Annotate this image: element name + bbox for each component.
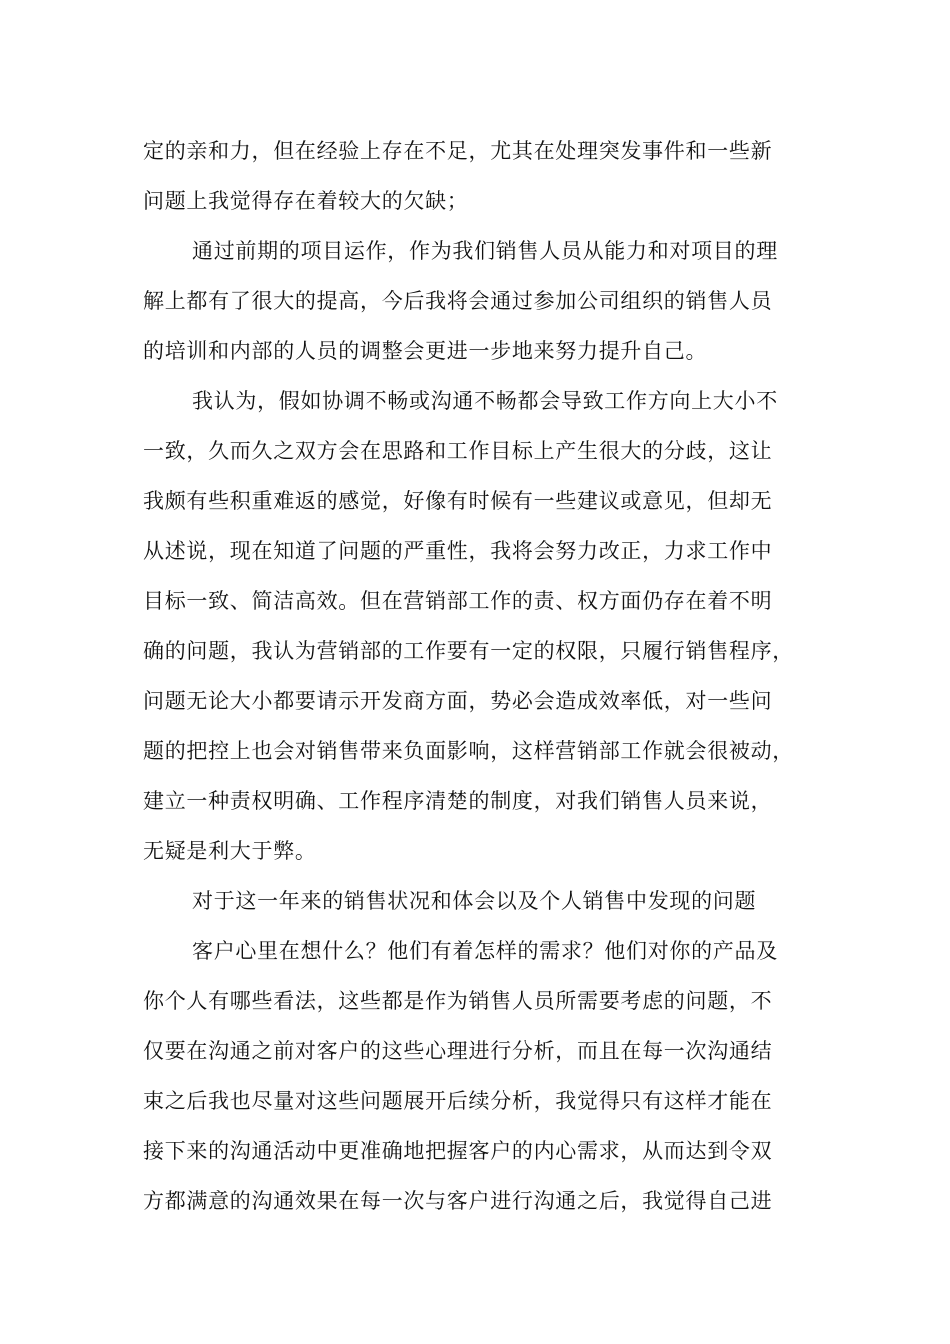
paragraph-heading-line: 对于这一年来的销售状况和体会以及个人销售中发现的问题: [192, 889, 757, 913]
paragraph-first-line: 客户心里在想什么？他们有着怎样的需求？他们对你的产品及: [192, 939, 778, 963]
text-line: 仅要在沟通之前对客户的这些心理进行分析，而且在每一次沟通结: [143, 1039, 773, 1063]
text-line: 的培训和内部的人员的调整会更进一步地来努力提升自己。: [143, 339, 708, 363]
text-line: 一致，久而久之双方会在思路和工作目标上产生很大的分歧，这让: [143, 439, 773, 463]
text-line: 你个人有哪些看法，这些都是作为销售人员所需要考虑的问题，不: [143, 989, 773, 1013]
text-line: 束之后我也尽量对这些问题展开后续分析，我觉得只有这样才能在: [143, 1089, 773, 1113]
text-line: 建立一种责权明确、工作程序清楚的制度，对我们销售人员来说，: [143, 789, 773, 813]
text-line: 方都满意的沟通效果在每一次与客户进行沟通之后，我觉得自己进: [143, 1189, 773, 1213]
text-line: 确的问题，我认为营销部的工作要有一定的权限，只履行销售程序，: [143, 639, 794, 663]
text-line: 接下来的沟通活动中更准确地把握客户的内心需求，从而达到令双: [143, 1139, 773, 1163]
paragraph-first-line: 通过前期的项目运作，作为我们销售人员从能力和对项目的理: [192, 239, 778, 263]
text-line: 解上都有了很大的提高，今后我将会通过参加公司组织的销售人员: [143, 289, 773, 313]
text-line: 问题上我觉得存在着较大的欠缺；: [143, 189, 469, 213]
text-line: 从述说，现在知道了问题的严重性，我将会努力改正，力求工作中: [143, 539, 773, 563]
text-line: 我颇有些积重难返的感觉，好像有时候有一些建议或意见，但却无: [143, 489, 773, 513]
text-line: 无疑是利大于弊。: [143, 839, 317, 863]
text-line: 题的把控上也会对销售带来负面影响，这样营销部工作就会很被动，: [143, 739, 794, 763]
paragraph-first-line: 我认为，假如协调不畅或沟通不畅都会导致工作方向上大小不: [192, 389, 778, 413]
text-line: 目标一致、简洁高效。但在营销部工作的责、权方面仍存在着不明: [143, 589, 773, 613]
text-line: 问题无论大小都要请示开发商方面，势必会造成效率低，对一些问: [143, 689, 773, 713]
text-line: 定的亲和力，但在经验上存在不足，尤其在处理突发事件和一些新: [143, 139, 773, 163]
